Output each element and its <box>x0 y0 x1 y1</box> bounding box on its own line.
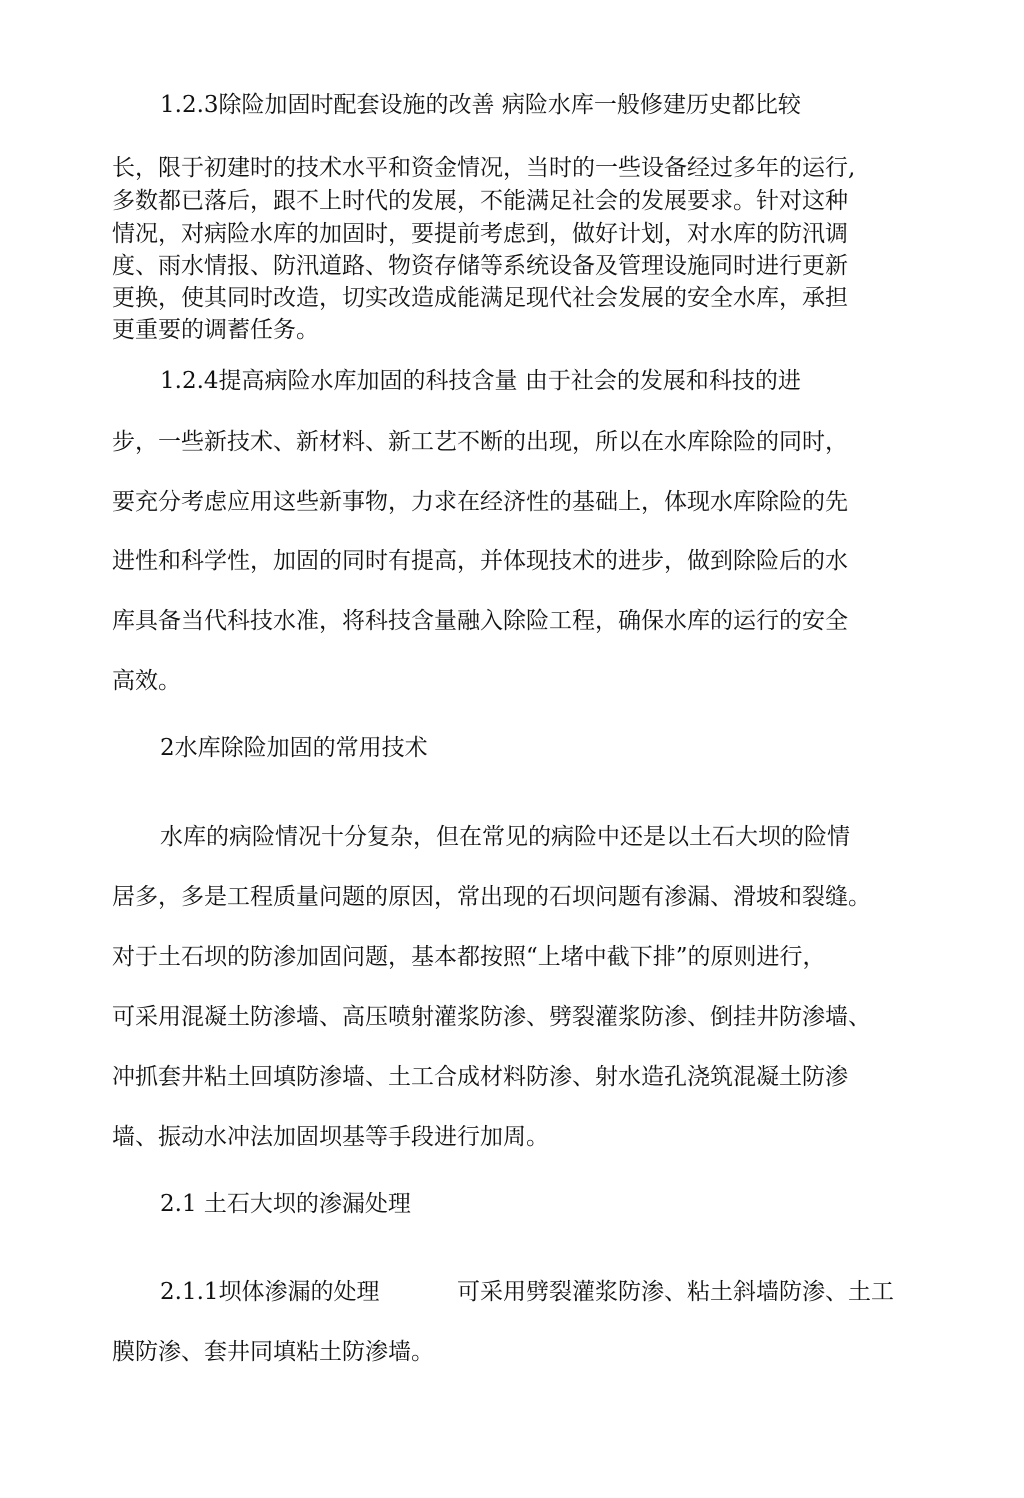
subsection-heading: 2.1 土石大坝的渗漏处理 <box>160 1191 411 1217</box>
subsubsection-heading: 2.1.1坝体渗漏的处理 <box>160 1279 380 1305</box>
paragraph-line: 可采用劈裂灌浆防渗、粘土斜墙防渗、土工 <box>457 1279 894 1305</box>
paragraph-line: 墙、振动水冲法加固坝基等手段进行加周。 <box>112 1124 549 1150</box>
paragraph-line: 1.2.3除险加固时配套设施的改善 病险水库一般修建历史都比较 <box>160 92 801 118</box>
paragraph-line: 步，一些新技术、新材料、新工艺不断的出现，所以在水库除险的同时， <box>112 429 848 455</box>
paragraph-line: 情况，对病险水库的加固时，要提前考虑到，做好计划，对水库的防汛调 <box>112 221 848 247</box>
paragraph-line: 多数都已落后，跟不上时代的发展，不能满足社会的发展要求。针对这种 <box>112 188 848 214</box>
paragraph-line: 1.2.4提高病险水库加固的科技含量 由于社会的发展和科技的进 <box>160 368 801 394</box>
paragraph-line: 要充分考虑应用这些新事物，力求在经济性的基础上，体现水库除险的先 <box>112 489 848 515</box>
section-heading: 2水库除险加固的常用技术 <box>160 735 428 761</box>
paragraph-line: 膜防渗、套井同填粘土防渗墙。 <box>112 1339 434 1365</box>
paragraph-line: 水库的病险情况十分复杂，但在常见的病险中还是以土石大坝的险情 <box>160 824 850 850</box>
paragraph-line: 度、雨水情报、防汛道路、物资存储等系统设备及管理设施同时进行更新 <box>112 253 848 279</box>
paragraph-line: 可采用混凝土防渗墙、高压喷射灌浆防渗、劈裂灌浆防渗、倒挂井防渗墙、 <box>112 1004 871 1030</box>
paragraph-line: 居多，多是工程质量问题的原因，常出现的石坝问题有渗漏、滑坡和裂缝。 <box>112 884 871 910</box>
paragraph-line: 对于土石坝的防渗加固问题，基本都按照“上堵中截下排”的原则进行， <box>112 944 826 970</box>
paragraph-line: 长，限于初建时的技术水平和资金情况，当时的一些设备经过多年的运行, <box>112 155 856 181</box>
paragraph-line: 更换，使其同时改造，切实改造成能满足现代社会发展的安全水库，承担 <box>112 285 848 311</box>
paragraph-line: 更重要的调蓄任务。 <box>112 317 319 343</box>
paragraph-line: 冲抓套井粘土回填防渗墙、土工合成材料防渗、射水造孔浇筑混凝土防渗 <box>112 1064 848 1090</box>
paragraph-line: 高效。 <box>112 668 181 694</box>
paragraph-line: 库具备当代科技水准，将科技含量融入除险工程，确保水库的运行的安全 <box>112 608 848 634</box>
paragraph-line: 进性和科学性，加固的同时有提高，并体现技术的进步，做到除险后的水 <box>112 548 848 574</box>
